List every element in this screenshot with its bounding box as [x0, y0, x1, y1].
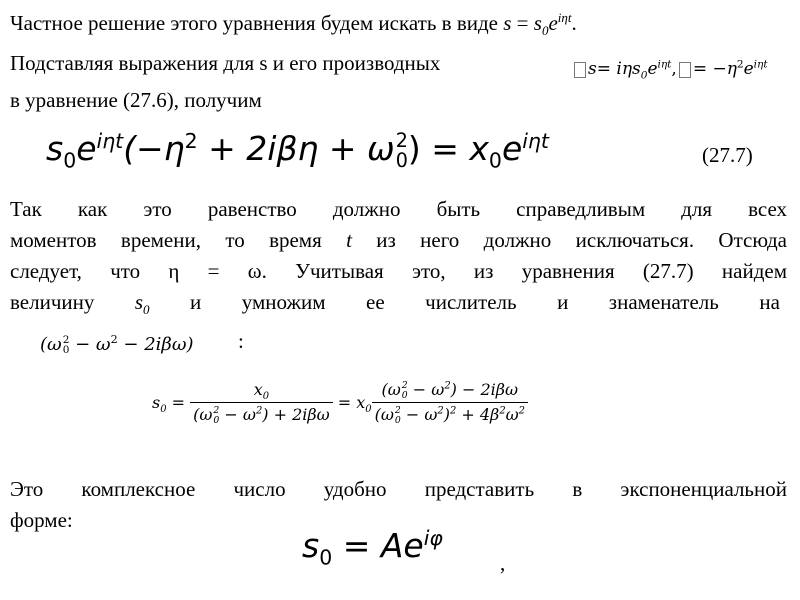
line1-end: .: [571, 11, 577, 35]
eq-e: e: [76, 129, 97, 168]
para1-w7: знаменатель: [608, 290, 719, 314]
line1-exp: iηt: [557, 10, 572, 25]
frac1-den-sup: 2: [213, 405, 220, 417]
eq-exp2: iηt: [522, 129, 549, 153]
line1-eq: =: [511, 11, 534, 35]
para1-w4: ее: [366, 290, 385, 314]
exp-s: s: [302, 526, 320, 565]
text-line-2: [10, 50, 440, 76]
text-line-3: [10, 87, 262, 113]
para1-line2: [10, 227, 787, 253]
frac1-num-x: x: [253, 380, 263, 399]
eq-omega-sub: 0: [395, 148, 408, 172]
line1-s0: [533, 11, 549, 39]
fraction-1-denominator: [190, 402, 333, 425]
deriv1-exp: iηt: [657, 58, 672, 71]
para1-s0-letter: s: [134, 290, 144, 314]
para2-line1: [10, 476, 787, 502]
frac2-num-a: (ω: [381, 380, 401, 399]
frac-eq2-text: = x: [332, 392, 366, 412]
para1-w8: на: [759, 290, 780, 314]
frac2-den-b: − ω: [400, 405, 438, 424]
para2-line2-text: форме:: [10, 508, 73, 532]
frac1-den-a: (ω: [193, 405, 213, 424]
deriv1-e: e: [647, 59, 658, 79]
deriv2-e: e: [743, 59, 754, 79]
text-line-1: [10, 10, 577, 39]
line1-s0-letter: s: [533, 11, 542, 35]
eq-open: (−η: [123, 129, 185, 168]
equation-number: [702, 142, 753, 168]
frac2-den-a: (ω: [374, 405, 394, 424]
line2-text: Подставляя выражения для s и его производных: [10, 51, 441, 75]
para1-s0-sub: 0: [143, 302, 150, 318]
fraction-2: [372, 380, 528, 425]
para2-line2: [10, 507, 73, 533]
eq-exp: iηt: [96, 129, 124, 153]
line1-s0-sub: 0: [541, 23, 549, 39]
exp-comma-text: ,: [500, 551, 506, 575]
equation-27-7: [46, 128, 549, 173]
exponential-form: [302, 525, 443, 570]
para1-w2: и: [190, 290, 202, 314]
eq-s-sub: 0: [63, 148, 77, 173]
frac1-den-sq: 2: [255, 405, 263, 417]
deriv2-sq: 2: [736, 58, 744, 71]
para1-line3: [10, 258, 787, 284]
frac1-den-b: − ω: [219, 405, 256, 424]
frac2-num-sq: 2: [444, 380, 451, 392]
mult-sup: 2: [62, 333, 70, 346]
frac2-den-c: ): [443, 405, 450, 424]
frac2-den-sq2: 2: [449, 405, 457, 417]
eq-x-sub: 0: [488, 148, 502, 173]
deriv2-rhs: = −η: [692, 59, 737, 79]
para1-line2b: из него должно исключаться. Отсюда: [351, 228, 787, 252]
exp-eq: = Ae: [332, 526, 424, 565]
equation-number-label: (27.7): [702, 143, 753, 167]
eq-sq1: 2: [184, 129, 198, 153]
multiplier-colon: [238, 328, 244, 354]
para1-w1: величину: [10, 290, 95, 314]
frac1-den-c: ) + 2iβω: [262, 405, 330, 424]
eq-e2: e: [501, 129, 523, 168]
mult-tail: − 2iβω): [117, 334, 194, 355]
deriv-comma: ,: [671, 59, 677, 79]
frac2-num-c: ) − 2iβω: [450, 380, 519, 399]
deriv1-s: s: [588, 59, 597, 79]
para1-line2a: моментов времени, то время: [10, 228, 347, 252]
fraction-1: [190, 380, 333, 425]
frac-eq2: [333, 393, 372, 413]
deriv1-sub: 0: [640, 69, 648, 82]
deriv2-exp: iηt: [753, 58, 768, 71]
fraction-1-numerator: [251, 380, 272, 402]
frac2-den-d: + 4β: [456, 405, 500, 424]
exp-comma: [500, 550, 505, 576]
frac2-num-b: − ω: [407, 380, 445, 399]
exp-s-sub: 0: [319, 545, 333, 570]
deriv1-rhs: = iηs: [596, 59, 641, 79]
para1-s0: [134, 289, 150, 318]
frac-s0-letter: s: [152, 392, 161, 412]
mult-open: (ω: [40, 334, 62, 355]
frac2-num-sub: 0: [401, 389, 408, 401]
missing-glyph-icon: [574, 62, 586, 78]
eq-omega-indices: [395, 129, 408, 172]
eq-s: s: [46, 129, 64, 168]
fraction-2-denominator: [372, 402, 528, 425]
line1-s: s: [503, 11, 512, 35]
para1-w3: умножим: [241, 290, 326, 314]
frac2-den-e: ω: [505, 405, 519, 424]
para1-line3-text: следует, что η = ω. Учитывая это, из уравнения (27.7) найдем: [10, 259, 787, 283]
para1-line1-text: Так как это равенство должно быть справедливым для всех: [10, 197, 787, 221]
fraction-equation: [152, 380, 528, 425]
derivatives-formula: [572, 56, 768, 82]
multiplier-colon-text: :: [238, 329, 244, 353]
line3-text: в уравнение (27.6), получим: [10, 88, 262, 112]
eq-close: ) =: [407, 129, 470, 168]
frac1-num-sub: 0: [262, 391, 270, 403]
frac2-den-sup: 2: [394, 405, 401, 417]
missing-glyph-icon: [679, 62, 691, 78]
eq-x: x: [469, 129, 489, 168]
line1-text: Частное решение этого уравнения будем искать в виде: [10, 11, 504, 35]
frac-s0-sub: 0: [160, 403, 167, 415]
frac2-den-sq4: 2: [518, 405, 525, 417]
frac2-den-sq: 2: [437, 405, 444, 417]
multiplier-formula: [40, 332, 194, 358]
eq-mid: + 2iβη + ω: [197, 129, 395, 168]
para2-line1-text: Это комплексное число удобно представить в экспоненциальной: [10, 477, 787, 501]
mult-rest: − ω: [69, 334, 111, 355]
frac-eq2-sub: 0: [365, 403, 372, 415]
frac2-num-sup: 2: [401, 380, 408, 392]
eq-omega-sup: 2: [395, 129, 408, 153]
frac2-den-sub: 0: [394, 414, 401, 426]
mult-sub: 0: [62, 344, 70, 356]
mult-sq: 2: [110, 333, 118, 346]
frac1-den-sub: 0: [213, 414, 220, 426]
exp-exp: iφ: [423, 526, 443, 550]
para1-line4: [10, 289, 780, 318]
frac-eq1: =: [166, 392, 191, 412]
para1-w6: и: [557, 290, 569, 314]
para1-w5: числитель: [425, 290, 517, 314]
line1-e: e: [548, 11, 558, 35]
frac2-den-sq3: 2: [499, 405, 506, 417]
frac-s0: [152, 393, 167, 413]
para1-line1: [10, 196, 787, 222]
para1-t: t: [346, 228, 352, 252]
fraction-2-numerator: [379, 380, 522, 402]
